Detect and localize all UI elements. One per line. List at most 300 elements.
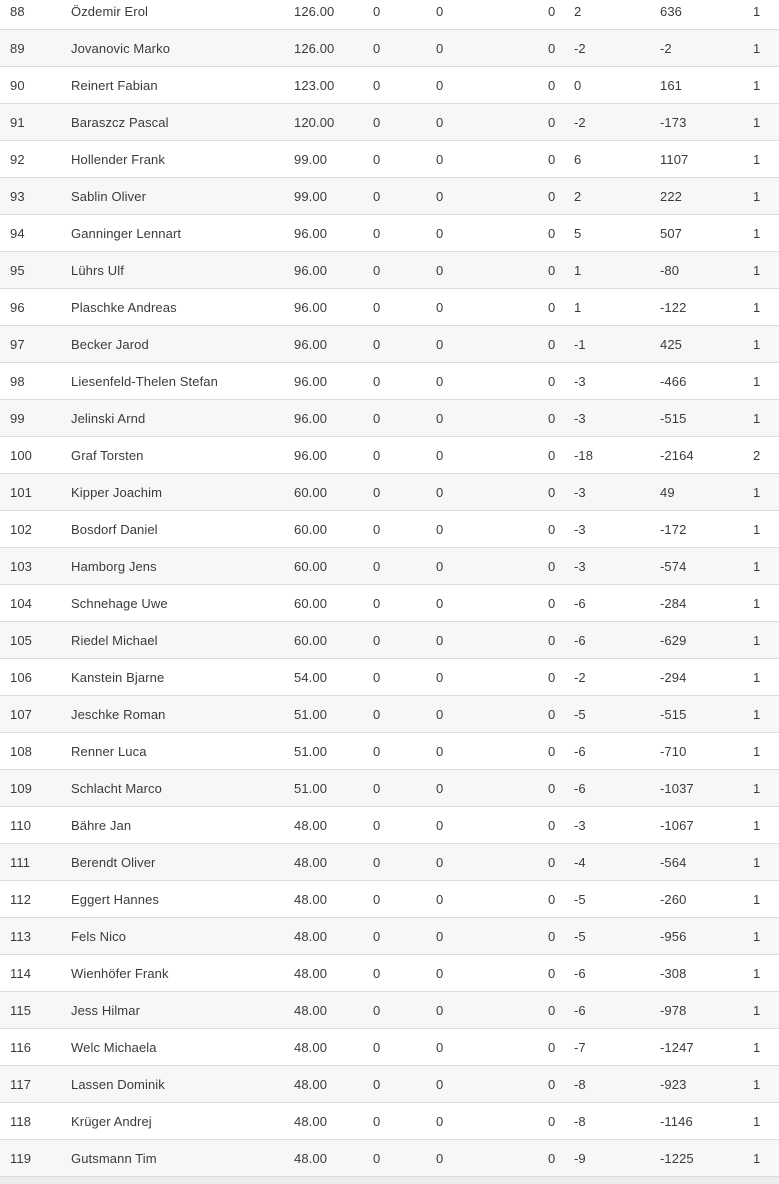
table-row — [0, 214, 779, 251]
cell-stat-2: 0 — [436, 1150, 444, 1166]
cell-stat-1: 0 — [373, 743, 381, 759]
cell-stat-1: 0 — [373, 225, 381, 241]
cell-stat-3: 0 — [548, 706, 556, 722]
cell-games: 1 — [753, 854, 761, 870]
cell-score-diff: -172 — [660, 521, 687, 537]
cell-stat-3: 0 — [548, 965, 556, 981]
cell-games: 1 — [753, 743, 761, 759]
table-row — [0, 658, 779, 695]
cell-score-diff: -260 — [660, 891, 687, 907]
cell-rank: 91 — [10, 114, 25, 130]
cell-stat-1: 0 — [373, 780, 381, 796]
table-row — [0, 1139, 779, 1176]
cell-player-name: Plaschke Andreas — [71, 299, 177, 315]
cell-score-diff: -1146 — [660, 1113, 693, 1129]
cell-score-diff: 425 — [660, 336, 682, 352]
cell-plus-minus: 0 — [574, 77, 582, 93]
cell-points: 48.00 — [294, 1113, 328, 1129]
cell-stat-3: 0 — [548, 891, 556, 907]
cell-stat-2: 0 — [436, 262, 444, 278]
table-row — [0, 1102, 779, 1139]
cell-stat-3: 0 — [548, 632, 556, 648]
cell-player-name: Baraszcz Pascal — [71, 114, 169, 130]
table-row — [0, 0, 779, 29]
cell-games: 1 — [753, 40, 761, 56]
cell-player-name: Schlacht Marco — [71, 780, 162, 796]
cell-plus-minus: 5 — [574, 225, 582, 241]
cell-stat-2: 0 — [436, 114, 444, 130]
cell-player-name: Schnehage Uwe — [71, 595, 168, 611]
cell-stat-2: 0 — [436, 410, 444, 426]
cell-rank: 89 — [10, 40, 25, 56]
cell-player-name: Fels Nico — [71, 928, 127, 944]
cell-stat-3: 0 — [548, 1113, 556, 1129]
cell-points: 48.00 — [294, 928, 328, 944]
cell-stat-3: 0 — [548, 780, 556, 796]
cell-stat-3: 0 — [548, 114, 556, 130]
cell-player-name: Eggert Hannes — [71, 891, 160, 907]
cell-plus-minus: 1 — [574, 299, 582, 315]
cell-stat-3: 0 — [548, 854, 556, 870]
cell-rank: 104 — [10, 595, 32, 611]
cell-player-name: Liesenfeld-Thelen Stefan — [71, 373, 218, 389]
cell-rank: 112 — [10, 891, 32, 907]
cell-plus-minus: -8 — [574, 1076, 586, 1092]
cell-player-name: Renner Luca — [71, 743, 147, 759]
table-row — [0, 621, 779, 658]
cell-player-name: Wienhöfer Frank — [71, 965, 169, 981]
cell-score-diff: 49 — [660, 484, 675, 500]
cell-stat-3: 0 — [548, 595, 556, 611]
cell-player-name: Jess Hilmar — [71, 1002, 140, 1018]
cell-stat-2: 0 — [436, 1002, 444, 1018]
cell-stat-3: 0 — [548, 558, 556, 574]
cell-points: 60.00 — [294, 558, 328, 574]
cell-player-name: Reinert Fabian — [71, 77, 158, 93]
cell-stat-2: 0 — [436, 336, 444, 352]
cell-score-diff: -308 — [660, 965, 687, 981]
cell-games: 1 — [753, 262, 761, 278]
cell-games: 1 — [753, 373, 761, 389]
cell-games: 1 — [753, 706, 761, 722]
table-row — [0, 1028, 779, 1065]
table-row — [0, 732, 779, 769]
cell-rank: 98 — [10, 373, 25, 389]
cell-player-name: Kipper Joachim — [71, 484, 162, 500]
cell-rank: 108 — [10, 743, 32, 759]
table-row — [0, 1065, 779, 1102]
cell-rank: 99 — [10, 410, 25, 426]
cell-player-name: Jovanovic Marko — [71, 40, 171, 56]
cell-player-name: Sablin Oliver — [71, 188, 146, 204]
cell-stat-3: 0 — [548, 225, 556, 241]
cell-stat-2: 0 — [436, 891, 444, 907]
table-row — [0, 251, 779, 288]
table-row — [0, 991, 779, 1028]
cell-stat-2: 0 — [436, 225, 444, 241]
cell-points: 60.00 — [294, 595, 328, 611]
cell-score-diff: -173 — [660, 114, 687, 130]
cell-score-diff: -2 — [660, 40, 672, 56]
cell-score-diff: -1247 — [660, 1039, 694, 1055]
cell-stat-1: 0 — [373, 114, 381, 130]
cell-stat-2: 0 — [436, 1076, 444, 1092]
cell-stat-2: 0 — [436, 706, 444, 722]
cell-score-diff: -1037 — [660, 780, 694, 796]
cell-points: 48.00 — [294, 965, 328, 981]
cell-points: 96.00 — [294, 225, 328, 241]
cell-stat-3: 0 — [548, 817, 556, 833]
cell-rank: 115 — [10, 1002, 32, 1018]
table-row — [0, 140, 779, 177]
cell-stat-2: 0 — [436, 1039, 444, 1055]
cell-player-name: Hamborg Jens — [71, 558, 157, 574]
cell-stat-3: 0 — [548, 151, 556, 167]
cell-stat-1: 0 — [373, 854, 381, 870]
cell-stat-2: 0 — [436, 373, 444, 389]
cell-stat-3: 0 — [548, 40, 556, 56]
cell-plus-minus: -9 — [574, 1150, 586, 1166]
cell-rank: 92 — [10, 151, 25, 167]
cell-stat-1: 0 — [373, 77, 381, 93]
cell-points: 48.00 — [294, 1039, 328, 1055]
table-row — [0, 325, 779, 362]
table-row — [0, 510, 779, 547]
cell-player-name: Bähre Jan — [71, 817, 132, 833]
cell-stat-2: 0 — [436, 965, 444, 981]
cell-rank: 88 — [10, 3, 25, 19]
cell-plus-minus: -6 — [574, 965, 586, 981]
table-row — [0, 547, 779, 584]
cell-score-diff: 1107 — [660, 151, 689, 167]
cell-rank: 97 — [10, 336, 25, 352]
cell-points: 126.00 — [294, 3, 335, 19]
cell-points: 48.00 — [294, 854, 328, 870]
cell-plus-minus: 1 — [574, 262, 582, 278]
cell-points: 96.00 — [294, 299, 328, 315]
cell-player-name: Bosdorf Daniel — [71, 521, 158, 537]
cell-score-diff: -2164 — [660, 447, 694, 463]
cell-stat-3: 0 — [548, 336, 556, 352]
cell-stat-1: 0 — [373, 706, 381, 722]
cell-points: 48.00 — [294, 1150, 328, 1166]
cell-stat-1: 0 — [373, 484, 381, 500]
cell-score-diff: -978 — [660, 1002, 687, 1018]
cell-stat-2: 0 — [436, 521, 444, 537]
cell-plus-minus: -8 — [574, 1113, 586, 1129]
cell-points: 126.00 — [294, 40, 335, 56]
cell-rank: 101 — [10, 484, 32, 500]
cell-plus-minus: -3 — [574, 410, 586, 426]
cell-rank: 107 — [10, 706, 32, 722]
table-row — [0, 584, 779, 621]
cell-games: 1 — [753, 336, 761, 352]
cell-stat-2: 0 — [436, 632, 444, 648]
cell-player-name: Özdemir Erol — [71, 3, 149, 19]
cell-games: 1 — [753, 484, 761, 500]
cell-stat-1: 0 — [373, 262, 381, 278]
cell-score-diff: 222 — [660, 188, 682, 204]
cell-plus-minus: -7 — [574, 1039, 586, 1055]
cell-score-diff: -923 — [660, 1076, 687, 1092]
cell-player-name: Graf Torsten — [71, 447, 144, 463]
cell-stat-3: 0 — [548, 410, 556, 426]
cell-player-name: Jeschke Roman — [71, 706, 166, 722]
cell-points: 123.00 — [294, 77, 335, 93]
table-row — [0, 880, 779, 917]
cell-games: 1 — [753, 780, 761, 796]
table-row — [0, 177, 779, 214]
cell-points: 96.00 — [294, 410, 328, 426]
cell-points: 48.00 — [294, 817, 328, 833]
cell-points: 48.00 — [294, 1076, 328, 1092]
cell-games: 1 — [753, 1150, 761, 1166]
cell-stat-1: 0 — [373, 373, 381, 389]
cell-score-diff: -515 — [660, 410, 687, 426]
next-row-partial-strip — [0, 1176, 779, 1184]
cell-plus-minus: -2 — [574, 669, 586, 685]
cell-points: 99.00 — [294, 188, 328, 204]
cell-points: 48.00 — [294, 891, 328, 907]
cell-points: 51.00 — [294, 743, 328, 759]
cell-stat-2: 0 — [436, 928, 444, 944]
cell-plus-minus: -6 — [574, 780, 586, 796]
cell-games: 1 — [753, 891, 761, 907]
cell-rank: 96 — [10, 299, 25, 315]
table-row — [0, 288, 779, 325]
cell-stat-1: 0 — [373, 336, 381, 352]
table-row — [0, 29, 779, 66]
cell-stat-3: 0 — [548, 1039, 556, 1055]
cell-points: 120.00 — [294, 114, 335, 130]
cell-stat-2: 0 — [436, 558, 444, 574]
cell-player-name: Kanstein Bjarne — [71, 669, 165, 685]
cell-score-diff: 636 — [660, 3, 682, 19]
cell-rank: 95 — [10, 262, 25, 278]
cell-plus-minus: -6 — [574, 743, 586, 759]
cell-games: 2 — [753, 447, 761, 463]
cell-score-diff: -956 — [660, 928, 687, 944]
cell-stat-3: 0 — [548, 3, 556, 19]
cell-stat-1: 0 — [373, 817, 381, 833]
cell-games: 1 — [753, 595, 761, 611]
cell-rank: 106 — [10, 669, 32, 685]
cell-stat-2: 0 — [436, 743, 444, 759]
cell-games: 1 — [753, 632, 761, 648]
cell-stat-3: 0 — [548, 1076, 556, 1092]
cell-stat-2: 0 — [436, 40, 444, 56]
cell-stat-2: 0 — [436, 1113, 444, 1129]
cell-stat-1: 0 — [373, 891, 381, 907]
cell-games: 1 — [753, 928, 761, 944]
table-row — [0, 843, 779, 880]
cell-plus-minus: -6 — [574, 632, 586, 648]
cell-player-name: Becker Jarod — [71, 336, 149, 352]
cell-games: 1 — [753, 225, 761, 241]
cell-stat-3: 0 — [548, 928, 556, 944]
cell-stat-2: 0 — [436, 77, 444, 93]
cell-points: 51.00 — [294, 706, 328, 722]
cell-games: 1 — [753, 151, 761, 167]
cell-stat-2: 0 — [436, 484, 444, 500]
cell-games: 1 — [753, 77, 761, 93]
cell-games: 1 — [753, 1039, 761, 1055]
cell-player-name: Berendt Oliver — [71, 854, 156, 870]
cell-player-name: Ganninger Lennart — [71, 225, 182, 241]
cell-games: 1 — [753, 669, 761, 685]
cell-points: 96.00 — [294, 447, 328, 463]
cell-games: 1 — [753, 410, 761, 426]
cell-stat-1: 0 — [373, 595, 381, 611]
cell-points: 96.00 — [294, 262, 328, 278]
cell-points: 48.00 — [294, 1002, 328, 1018]
table-row — [0, 695, 779, 732]
cell-stat-3: 0 — [548, 521, 556, 537]
cell-rank: 118 — [10, 1113, 32, 1129]
cell-rank: 111 — [10, 854, 31, 870]
cell-plus-minus: -5 — [574, 706, 586, 722]
cell-stat-1: 0 — [373, 1150, 381, 1166]
table-row — [0, 66, 779, 103]
cell-games: 1 — [753, 817, 761, 833]
table-row — [0, 806, 779, 843]
cell-stat-2: 0 — [436, 817, 444, 833]
cell-plus-minus: -2 — [574, 40, 586, 56]
cell-stat-1: 0 — [373, 1076, 381, 1092]
cell-stat-1: 0 — [373, 521, 381, 537]
cell-plus-minus: -5 — [574, 891, 586, 907]
cell-stat-2: 0 — [436, 151, 444, 167]
cell-score-diff: -710 — [660, 743, 687, 759]
cell-stat-1: 0 — [373, 1113, 381, 1129]
cell-plus-minus: -3 — [574, 558, 586, 574]
cell-games: 1 — [753, 965, 761, 981]
cell-stat-3: 0 — [548, 669, 556, 685]
cell-plus-minus: -3 — [574, 373, 586, 389]
cell-player-name: Gutsmann Tim — [71, 1150, 157, 1166]
cell-stat-1: 0 — [373, 3, 381, 19]
cell-score-diff: -80 — [660, 262, 680, 278]
cell-stat-2: 0 — [436, 669, 444, 685]
cell-player-name: Lührs Ulf — [71, 262, 124, 278]
cell-score-diff: -466 — [660, 373, 687, 389]
table-row — [0, 362, 779, 399]
cell-score-diff: -284 — [660, 595, 687, 611]
cell-stat-3: 0 — [548, 188, 556, 204]
cell-rank: 109 — [10, 780, 32, 796]
cell-score-diff: -122 — [660, 299, 687, 315]
cell-plus-minus: -3 — [574, 817, 586, 833]
cell-score-diff: 507 — [660, 225, 682, 241]
cell-stat-3: 0 — [548, 1150, 556, 1166]
cell-rank: 113 — [10, 928, 32, 944]
cell-score-diff: -1067 — [660, 817, 694, 833]
cell-games: 1 — [753, 3, 761, 19]
cell-games: 1 — [753, 114, 761, 130]
cell-rank: 102 — [10, 521, 32, 537]
cell-plus-minus: -3 — [574, 484, 586, 500]
cell-stat-2: 0 — [436, 299, 444, 315]
cell-score-diff: -1225 — [660, 1150, 694, 1166]
cell-games: 1 — [753, 1002, 761, 1018]
cell-rank: 103 — [10, 558, 32, 574]
cell-rank: 110 — [10, 817, 32, 833]
cell-points: 60.00 — [294, 521, 328, 537]
cell-score-diff: -574 — [660, 558, 687, 574]
cell-rank: 105 — [10, 632, 32, 648]
cell-stat-1: 0 — [373, 40, 381, 56]
cell-stat-3: 0 — [548, 484, 556, 500]
table-row — [0, 917, 779, 954]
cell-player-name: Jelinski Arnd — [71, 410, 146, 426]
cell-points: 60.00 — [294, 484, 328, 500]
cell-stat-3: 0 — [548, 447, 556, 463]
cell-stat-1: 0 — [373, 1039, 381, 1055]
cell-score-diff: -629 — [660, 632, 687, 648]
cell-stat-3: 0 — [548, 743, 556, 759]
cell-points: 99.00 — [294, 151, 328, 167]
cell-score-diff: 161 — [660, 77, 682, 93]
cell-stat-2: 0 — [436, 595, 444, 611]
cell-plus-minus: -6 — [574, 1002, 586, 1018]
cell-stat-3: 0 — [548, 299, 556, 315]
cell-games: 1 — [753, 521, 761, 537]
cell-points: 96.00 — [294, 336, 328, 352]
cell-rank: 94 — [10, 225, 25, 241]
cell-stat-1: 0 — [373, 447, 381, 463]
cell-player-name: Riedel Michael — [71, 632, 158, 648]
table-row — [0, 399, 779, 436]
table-row — [0, 954, 779, 991]
table-row — [0, 769, 779, 806]
cell-plus-minus: -2 — [574, 114, 586, 130]
cell-stat-1: 0 — [373, 151, 381, 167]
cell-games: 1 — [753, 1076, 761, 1092]
cell-rank: 119 — [10, 1150, 32, 1166]
cell-games: 1 — [753, 188, 761, 204]
cell-plus-minus: -1 — [574, 336, 586, 352]
cell-rank: 93 — [10, 188, 25, 204]
cell-stat-2: 0 — [436, 3, 444, 19]
table-row — [0, 473, 779, 510]
cell-rank: 116 — [10, 1039, 32, 1055]
cell-games: 1 — [753, 299, 761, 315]
cell-points: 54.00 — [294, 669, 328, 685]
table-row — [0, 103, 779, 140]
cell-plus-minus: -6 — [574, 595, 586, 611]
cell-stat-2: 0 — [436, 854, 444, 870]
cell-stat-3: 0 — [548, 373, 556, 389]
cell-rank: 114 — [10, 965, 32, 981]
cell-stat-1: 0 — [373, 1002, 381, 1018]
cell-player-name: Hollender Frank — [71, 151, 165, 167]
cell-stat-1: 0 — [373, 299, 381, 315]
cell-plus-minus: -18 — [574, 447, 594, 463]
cell-rank: 100 — [10, 447, 32, 463]
cell-points: 96.00 — [294, 373, 328, 389]
cell-stat-1: 0 — [373, 632, 381, 648]
cell-points: 60.00 — [294, 632, 328, 648]
cell-plus-minus: 2 — [574, 3, 582, 19]
cell-stat-1: 0 — [373, 669, 381, 685]
cell-player-name: Krüger Andrej — [71, 1113, 152, 1129]
cell-plus-minus: 6 — [574, 151, 582, 167]
cell-stat-1: 0 — [373, 410, 381, 426]
cell-stat-1: 0 — [373, 965, 381, 981]
cell-stat-3: 0 — [548, 1002, 556, 1018]
cell-games: 1 — [753, 1113, 761, 1129]
cell-score-diff: -515 — [660, 706, 687, 722]
